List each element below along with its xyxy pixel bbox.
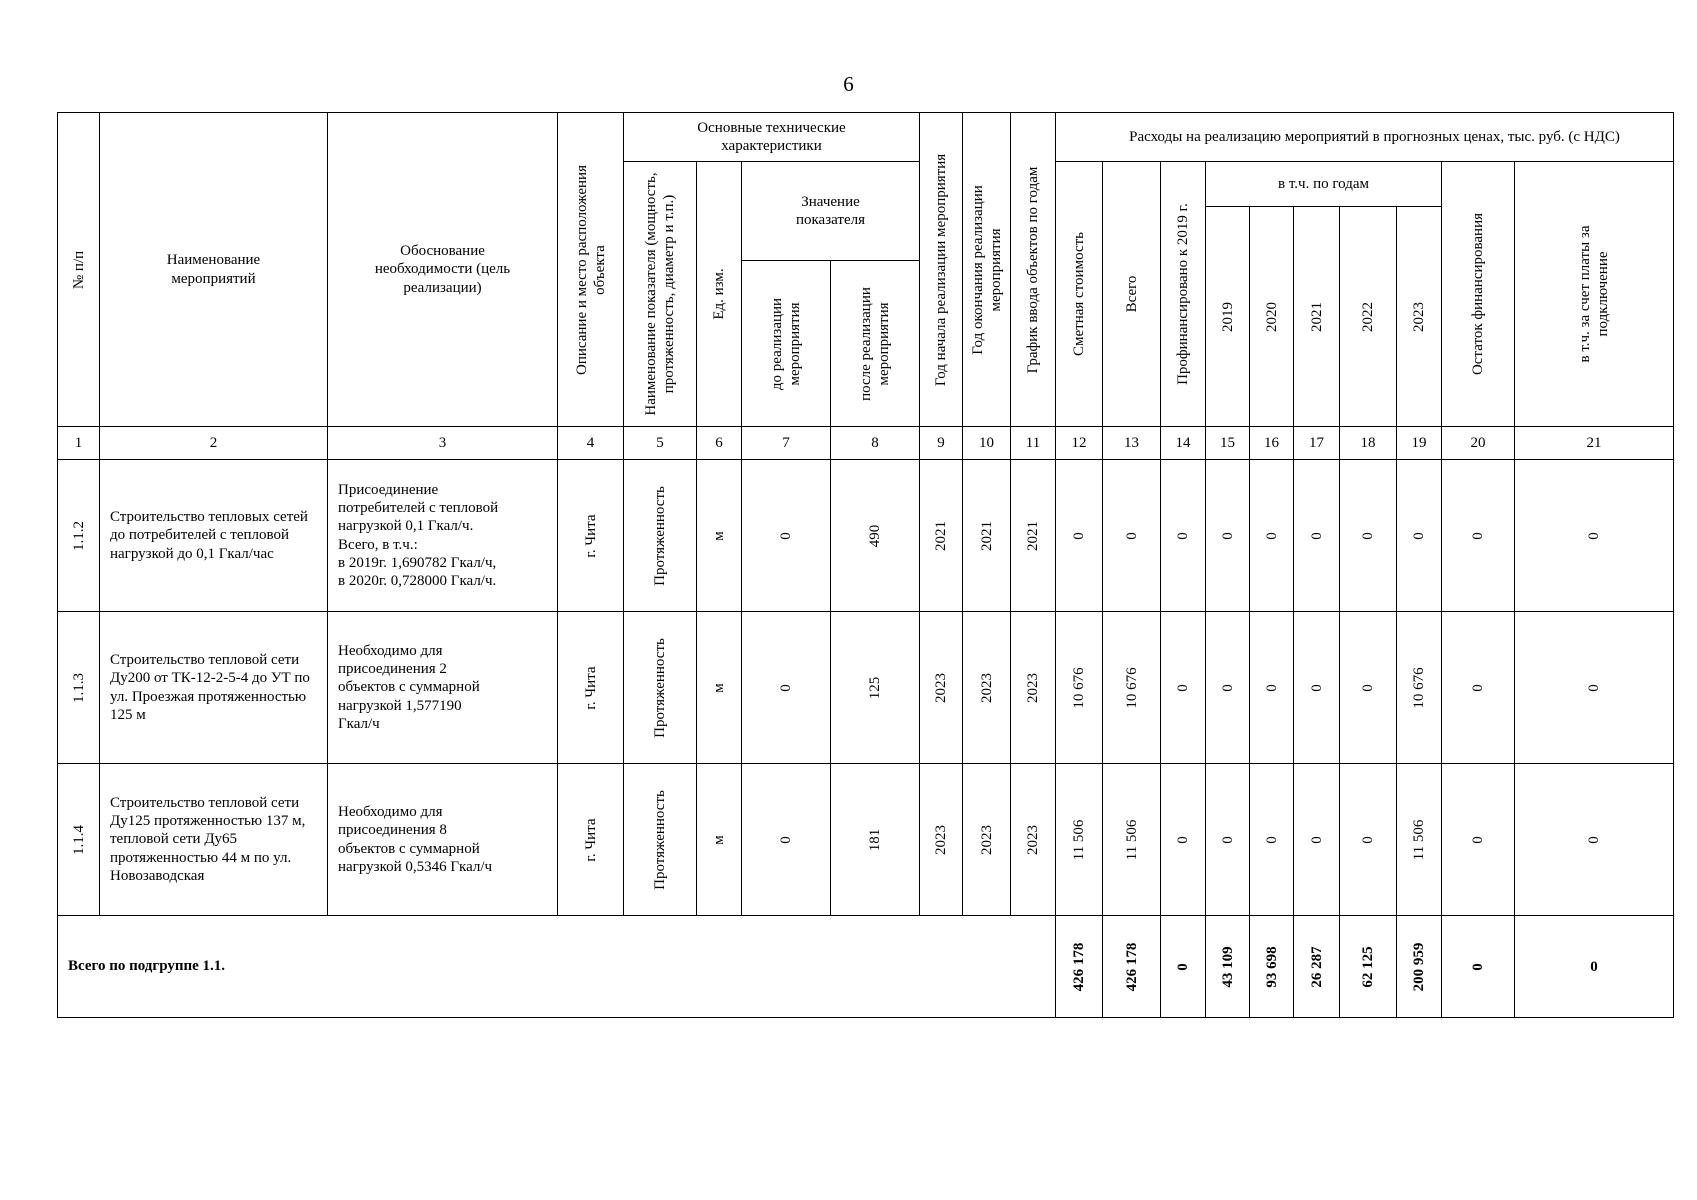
- header-value-after: после реализации мероприятия: [831, 261, 920, 427]
- column-number: 6: [697, 427, 742, 460]
- row-justification: Присоединение потребителей с тепловой нагрузкой 0,1 Гкал/ч. Всего, в т.ч.: в 2019г. 1,690782 Гкал/ч, в 2020г. 0,728000 Гкал/ч.: [328, 460, 558, 612]
- row-2021: 0: [1294, 764, 1340, 916]
- header-end-year: Год окончания реализации мероприятия: [963, 113, 1011, 427]
- total-2020: 93 698: [1250, 916, 1294, 1018]
- row-schedule: 2023: [1011, 612, 1056, 764]
- row-end-year: 2023: [963, 612, 1011, 764]
- header-total: Всего: [1103, 162, 1161, 427]
- column-number: 1: [58, 427, 100, 460]
- column-number: 13: [1103, 427, 1161, 460]
- row-financed: 0: [1161, 460, 1206, 612]
- total-total: 426 178: [1103, 916, 1161, 1018]
- total-estimate: 426 178: [1056, 916, 1103, 1018]
- header-indicator-name: Наименование показателя (мощность, протяженность, диаметр и т.п.): [624, 162, 697, 427]
- row-2023: 0: [1397, 460, 1442, 612]
- row-remaining: 0: [1442, 764, 1515, 916]
- column-number: 2: [100, 427, 328, 460]
- row-2022: 0: [1340, 764, 1397, 916]
- row-2019: 0: [1206, 764, 1250, 916]
- row-start-year: 2021: [920, 460, 963, 612]
- row-end-year: 2023: [963, 764, 1011, 916]
- total-financed: 0: [1161, 916, 1206, 1018]
- row-after: 181: [831, 764, 920, 916]
- header-connection-fee: в т.ч. за счет платы за подключение: [1515, 162, 1674, 427]
- row-remaining: 0: [1442, 612, 1515, 764]
- row-estimate: 11 506: [1056, 764, 1103, 916]
- row-total: 0: [1103, 460, 1161, 612]
- row-after: 490: [831, 460, 920, 612]
- column-number: 9: [920, 427, 963, 460]
- header-unit: Ед. изм.: [697, 162, 742, 427]
- total-2023: 200 959: [1397, 916, 1442, 1018]
- column-number: 7: [742, 427, 831, 460]
- header-expenses: Расходы на реализацию мероприятий в прогнозных ценах, тыс. руб. (с НДС): [1056, 113, 1674, 162]
- investment-program-table: [57, 112, 1674, 1018]
- header-year-2023: 2023: [1397, 207, 1442, 427]
- header-year-2021: 2021: [1294, 207, 1340, 427]
- row-name: Строительство тепловой сети Ду125 протяженностью 137 м, тепловой сети Ду65 протяженностью 44 м по ул. Новозаводская: [100, 764, 328, 916]
- column-number: 20: [1442, 427, 1515, 460]
- header-location: Описание и место расположения объекта: [558, 113, 624, 427]
- header-by-years: в т.ч. по годам: [1206, 162, 1442, 207]
- header-financed: Профинансировано к 2019 г.: [1161, 162, 1206, 427]
- row-unit: м: [697, 612, 742, 764]
- row-unit: м: [697, 460, 742, 612]
- row-2021: 0: [1294, 460, 1340, 612]
- row-id: 1.1.2: [58, 460, 100, 612]
- header-start-year: Год начала реализации мероприятия: [920, 113, 963, 427]
- row-justification: Необходимо для присоединения 2 объектов с суммарной нагрузкой 1,577190 Гкал/ч: [328, 612, 558, 764]
- row-location: г. Чита: [558, 612, 624, 764]
- table-row: [58, 764, 1674, 916]
- row-name: Строительство тепловых сетей до потребителей с тепловой нагрузкой до 0,1 Гкал/час: [100, 460, 328, 612]
- row-2020: 0: [1250, 764, 1294, 916]
- row-end-year: 2021: [963, 460, 1011, 612]
- column-number: 11: [1011, 427, 1056, 460]
- header-value-before: до реализации мероприятия: [742, 261, 831, 427]
- column-number: 18: [1340, 427, 1397, 460]
- row-total: 10 676: [1103, 612, 1161, 764]
- row-connection: 0: [1515, 460, 1674, 612]
- column-number: 3: [328, 427, 558, 460]
- row-location: г. Чита: [558, 764, 624, 916]
- row-connection: 0: [1515, 764, 1674, 916]
- total-2022: 62 125: [1340, 916, 1397, 1018]
- total-label: Всего по подгруппе 1.1.: [58, 916, 1056, 1018]
- header-year-2022: 2022: [1340, 207, 1397, 427]
- total-2021: 26 287: [1294, 916, 1340, 1018]
- header-tech-characteristics: Основные технические характеристики: [624, 113, 920, 162]
- column-number: 15: [1206, 427, 1250, 460]
- row-estimate: 0: [1056, 460, 1103, 612]
- header-schedule: График ввода объектов по годам: [1011, 113, 1056, 427]
- header-measure-name: Наименование мероприятий: [100, 113, 328, 427]
- column-number: 21: [1515, 427, 1674, 460]
- row-before: 0: [742, 764, 831, 916]
- row-justification: Необходимо для присоединения 8 объектов с суммарной нагрузкой 0,5346 Гкал/ч: [328, 764, 558, 916]
- column-number: 19: [1397, 427, 1442, 460]
- total-remaining: 0: [1442, 916, 1515, 1018]
- header-remaining: Остаток финансирования: [1442, 162, 1515, 427]
- row-2022: 0: [1340, 612, 1397, 764]
- row-indicator: Протяженность: [624, 612, 697, 764]
- row-2020: 0: [1250, 460, 1294, 612]
- header-row-number: № п/п: [58, 113, 100, 427]
- row-2023: 10 676: [1397, 612, 1442, 764]
- row-remaining: 0: [1442, 460, 1515, 612]
- row-indicator: Протяженность: [624, 460, 697, 612]
- row-schedule: 2021: [1011, 460, 1056, 612]
- column-number: 14: [1161, 427, 1206, 460]
- row-before: 0: [742, 612, 831, 764]
- row-connection: 0: [1515, 612, 1674, 764]
- header-indicator-value: Значение показателя: [742, 162, 920, 261]
- row-start-year: 2023: [920, 612, 963, 764]
- row-financed: 0: [1161, 764, 1206, 916]
- column-number: 10: [963, 427, 1011, 460]
- row-after: 125: [831, 612, 920, 764]
- row-2021: 0: [1294, 612, 1340, 764]
- table-row: [58, 460, 1674, 612]
- row-total: 11 506: [1103, 764, 1161, 916]
- column-number: 12: [1056, 427, 1103, 460]
- row-2022: 0: [1340, 460, 1397, 612]
- column-number: 5: [624, 427, 697, 460]
- row-name: Строительство тепловой сети Ду200 от ТК-12-2-5-4 до УТ по ул. Проезжая протяженностью 125 м: [100, 612, 328, 764]
- header-year-2019: 2019: [1206, 207, 1250, 427]
- header-estimate-cost: Сметная стоимость: [1056, 162, 1103, 427]
- row-id: 1.1.4: [58, 764, 100, 916]
- column-number: 16: [1250, 427, 1294, 460]
- row-2020: 0: [1250, 612, 1294, 764]
- column-number: 8: [831, 427, 920, 460]
- header-year-2020: 2020: [1250, 207, 1294, 427]
- row-estimate: 10 676: [1056, 612, 1103, 764]
- total-connection: 0: [1515, 916, 1674, 1018]
- row-2019: 0: [1206, 612, 1250, 764]
- table-row: [58, 612, 1674, 764]
- column-number-row: [58, 427, 1674, 460]
- row-start-year: 2023: [920, 764, 963, 916]
- row-2023: 11 506: [1397, 764, 1442, 916]
- row-unit: м: [697, 764, 742, 916]
- row-location: г. Чита: [558, 460, 624, 612]
- row-schedule: 2023: [1011, 764, 1056, 916]
- total-row: [58, 916, 1674, 1018]
- header-justification: Обоснование необходимости (цель реализации): [328, 113, 558, 427]
- page-number: 6: [843, 72, 854, 96]
- column-number: 4: [558, 427, 624, 460]
- row-indicator: Протяженность: [624, 764, 697, 916]
- row-before: 0: [742, 460, 831, 612]
- row-financed: 0: [1161, 612, 1206, 764]
- row-2019: 0: [1206, 460, 1250, 612]
- row-id: 1.1.3: [58, 612, 100, 764]
- total-2019: 43 109: [1206, 916, 1250, 1018]
- column-number: 17: [1294, 427, 1340, 460]
